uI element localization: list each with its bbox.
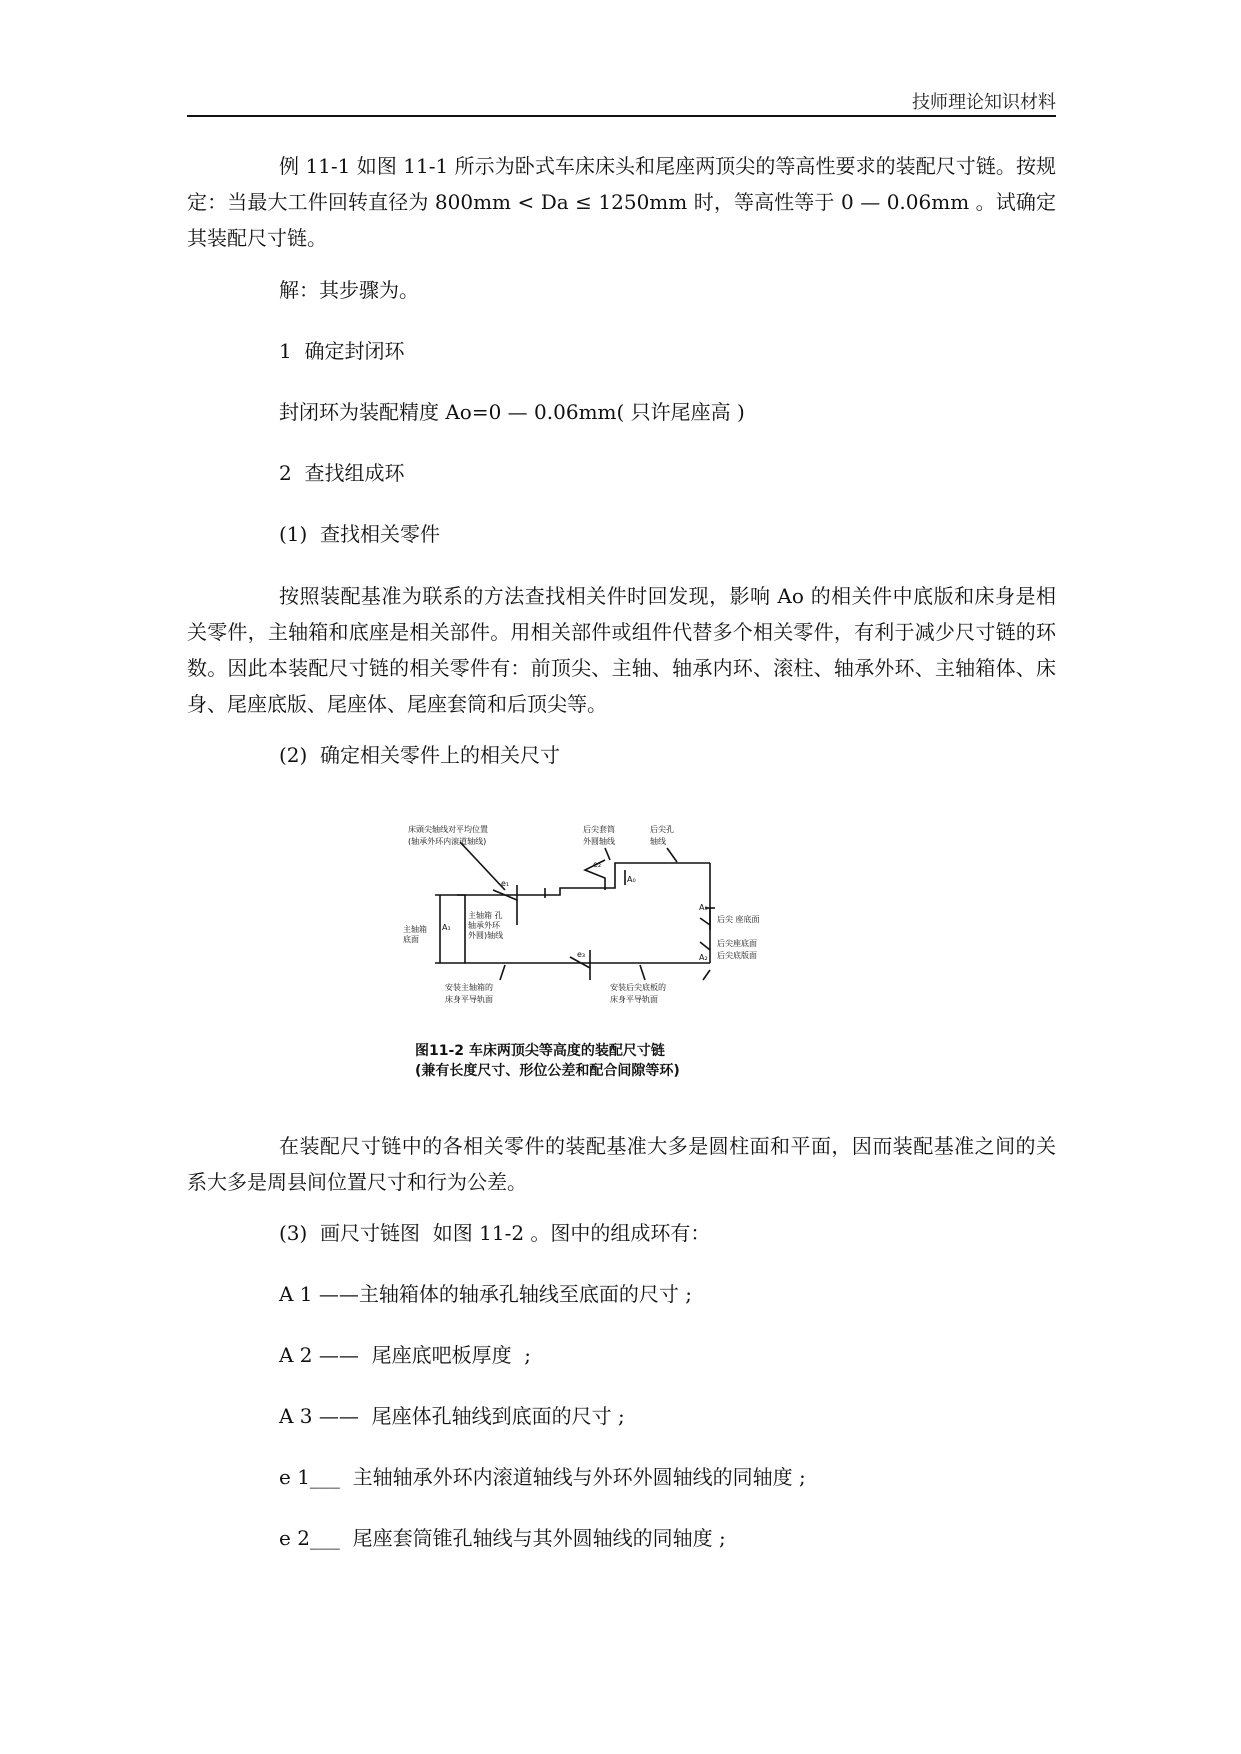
component-a2: A 2 —— 尾座底吧板厚度 ; xyxy=(279,1343,532,1367)
label-right-2: 后尖座底面 xyxy=(717,939,757,948)
label-bottom-left-1: 安装主轴箱的 xyxy=(445,983,493,992)
symbol-a3: A₃ xyxy=(699,903,708,912)
figure-caption-line-2: (兼有长度尺寸、形位公差和配合间隙等环) xyxy=(415,1063,680,1079)
figure-caption-line-1: 图11-2 车床两顶尖等高度的装配尺寸链 xyxy=(415,1043,665,1059)
closing-ring-text: 封闭环为装配精度 Ao=0 — 0.06mm( 只许尾座高 ) xyxy=(279,400,745,424)
dimension-chain-figure xyxy=(405,810,845,1100)
symbol-a1: A₁ xyxy=(442,923,451,932)
step-2-2-heading: (2) 确定相关零件上的相关尺寸 xyxy=(279,743,561,767)
label-top-mid-1: 后尖套筒 xyxy=(583,825,615,834)
symbol-e3: e₃ xyxy=(577,950,586,959)
label-right-3: 后尖底版面 xyxy=(717,951,757,960)
label-top-right-2: 轴线 xyxy=(650,837,666,846)
label-inner-3: 外圆)轴线 xyxy=(468,931,504,940)
label-bottom-left-2: 床身平导轨面 xyxy=(445,995,493,1004)
symbol-a0: A₀ xyxy=(627,875,636,884)
dimension-chain-diagram xyxy=(405,810,845,1100)
label-top-right-1: 后尖孔 xyxy=(650,825,674,834)
paragraph-related-parts: 按照装配基准为联系的方法查找相关件时回发现，影响 Ao 的相关件中底版和床身是相关零件，主轴箱和底座是相关部件。用相关部件或组件代替多个相关零件，有利于减少尺寸链的环数。因此本装配尺寸链的相关零件有：前顶尖、主轴、轴承内环、滚柱、轴承外环、主轴箱体、床身、尾座底版、尾座体、尾座套筒和后顶尖等。 xyxy=(187,584,1056,716)
label-left-2: 底面 xyxy=(403,935,419,944)
component-a3: A 3 —— 尾座体孔轴线到底面的尺寸 ; xyxy=(279,1404,625,1428)
paragraph-example: 例 11-1 如图 11-1 所示为卧式车床床头和尾座两顶尖的等高性要求的装配尺寸链。按规定：当最大工件回转直径为 800mm < Da ≤ 1250mm 时，等高性等于 0 — 0.06mm 。试确定其装配尺寸链。 xyxy=(187,154,1056,250)
symbol-a2: A₂ xyxy=(699,953,708,962)
header-rule xyxy=(187,115,1056,117)
step-2-1-heading: (1) 查找相关零件 xyxy=(279,522,441,546)
step-1-heading: 1 确定封闭环 xyxy=(279,339,405,363)
label-bottom-right-2: 床身平导轨面 xyxy=(610,995,658,1004)
label-top-left-1: 床頭尖轴线对平均位置 xyxy=(408,825,488,834)
label-bottom-right-1: 安装后尖底板的 xyxy=(610,983,666,992)
label-inner-1: 主轴箱 孔 xyxy=(468,911,503,920)
label-left-1: 主轴箱 xyxy=(403,925,427,934)
component-e2: e 2___ 尾座套筒锥孔轴线与其外圆轴线的同轴度 ; xyxy=(279,1526,726,1550)
component-a1: A 1 ——主轴箱体的轴承孔轴线至底面的尺寸 ; xyxy=(279,1282,692,1306)
symbol-e2: e₂ xyxy=(593,860,602,869)
component-e1: e 1___ 主轴轴承外环内滚道轴线与外环外圆轴线的同轴度 ; xyxy=(279,1465,806,1489)
step-2-3-heading: (3) 画尺寸链图 如图 11-2 。图中的组成环有： xyxy=(279,1221,711,1245)
solution-intro: 解：其步骤为。 xyxy=(279,278,419,302)
label-inner-2: 轴承外环 xyxy=(468,921,500,930)
step-2-heading: 2 查找组成环 xyxy=(279,461,405,485)
label-top-mid-2: 外圆轴线 xyxy=(583,837,615,846)
header-title: 技师理论知识材料 xyxy=(912,92,1056,113)
symbol-e1: e₁ xyxy=(501,879,510,888)
label-right-1: 后尖 座底面 xyxy=(717,915,760,924)
label-top-left-2: (轴承外环内滚道轴线) xyxy=(408,837,487,846)
paragraph-assembly-datum: 在装配尺寸链中的各相关零件的装配基准大多是圆柱面和平面，因而装配基准之间的关系大多是周县间位置尺寸和行为公差。 xyxy=(187,1134,1056,1194)
